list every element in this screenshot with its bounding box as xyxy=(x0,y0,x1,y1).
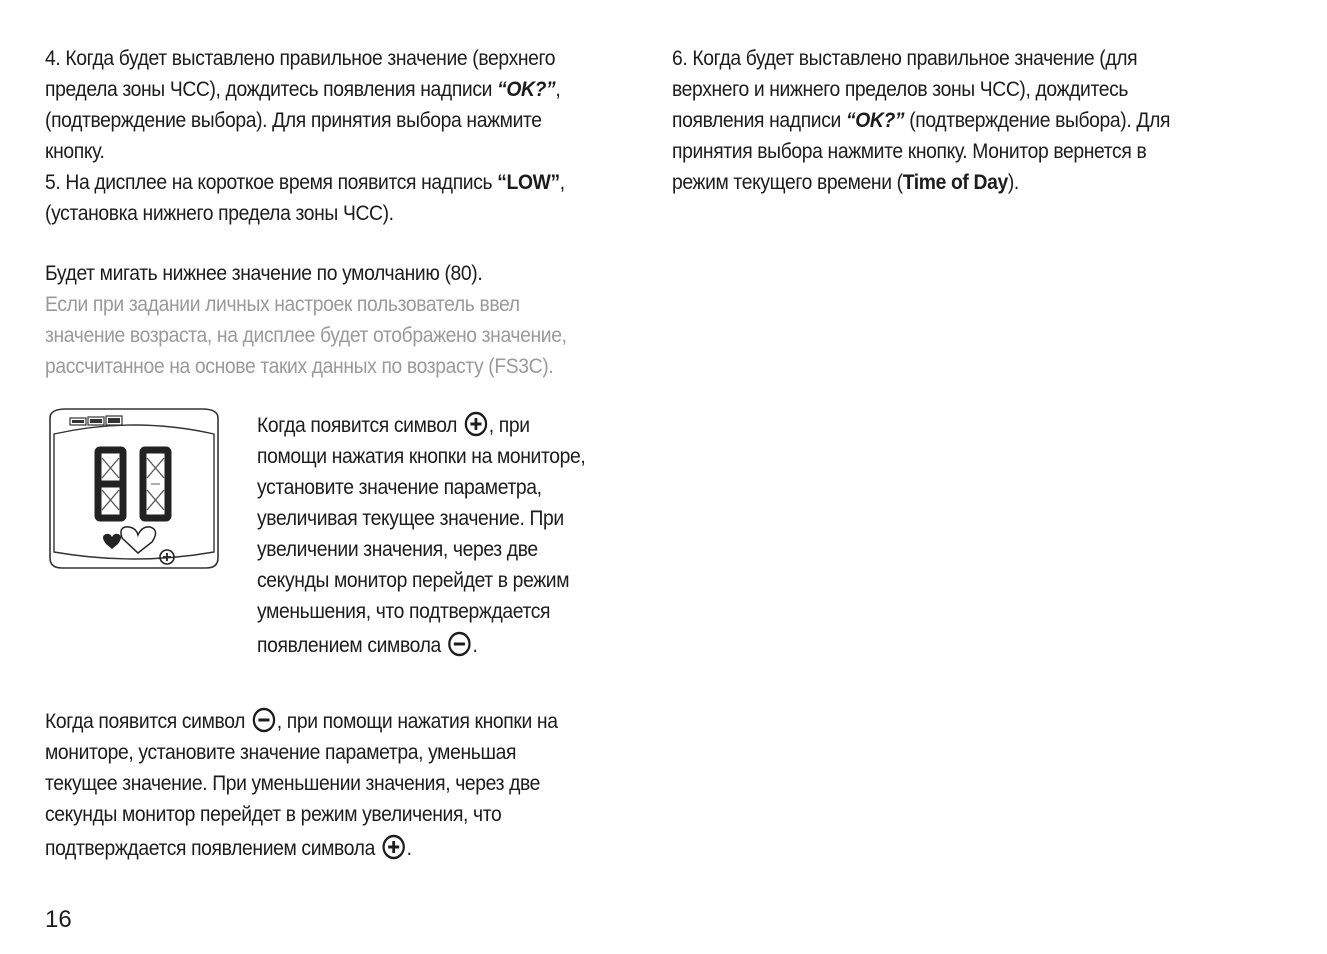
minus-symbol-text: Когда появится символ , при помощи нажатия кнопки на мониторе, установите значение параметра, уменьшая текущее значение. При уменьшении значения, через две секунды монитор перейдет в режим увеличения, что подтверждается появлением символа . xyxy=(45,706,558,864)
time-of-day-label: Time of Day xyxy=(902,171,1008,194)
default-value-text: Будет мигать нижнее значение по умолчанию (80). Если при задании личных настроек пользователь ввел значение возраста, на дисплее будет отображено значение, рассчитанное на основе таких данных по возрасту (FS3C). xyxy=(45,262,567,378)
small-heart-icon xyxy=(103,534,121,549)
plus-circle-icon xyxy=(382,834,406,860)
plus-circle-icon xyxy=(464,411,488,437)
monitor-display-illustration xyxy=(46,406,222,572)
page-number: 16 xyxy=(45,906,72,933)
low-label: “LOW” xyxy=(497,171,560,194)
heart-outline-icon xyxy=(121,527,156,553)
step-4-5-text: 4. Когда будет выставлено правильное значение (верхнего предела зоны ЧСС), дождитесь появления надписи “OK?”, (подтверждение выбора). Для принятия выбора нажмите кнопку. 5. На дисплее на короткое время появится надпись “LOW”, (установка нижнего предела зоны ЧСС). xyxy=(45,47,565,225)
minus-circle-icon xyxy=(448,631,472,657)
ok-prompt: “OK?” xyxy=(845,109,905,132)
plus-symbol-text: Когда появится символ , при помощи нажатия кнопки на мониторе, установите значение параметра, увеличивая текущее значение. При увеличении значения, через две секунды монитор перейдет в режим уменьшения, что подтверждается появлением символа . xyxy=(257,410,585,661)
digit-0 xyxy=(143,450,168,518)
display-screen xyxy=(54,425,214,559)
monitor-display-svg xyxy=(46,406,222,572)
ok-prompt: “OK?” xyxy=(497,78,556,101)
step-6-text: 6. Когда будет выставлено правильное значение (для верхнего и нижнего пределов зоны ЧСС), дождитесь появления надписи “OK?” (подтверждение выбора). Для принятия выбора нажмите кнопку. Монитор вернется в режим текущего времени (Time of Day). xyxy=(672,47,1171,194)
digit-8 xyxy=(95,450,126,518)
minus-circle-icon xyxy=(252,707,276,733)
display-frame xyxy=(50,409,218,568)
battery-indicator xyxy=(70,416,122,425)
